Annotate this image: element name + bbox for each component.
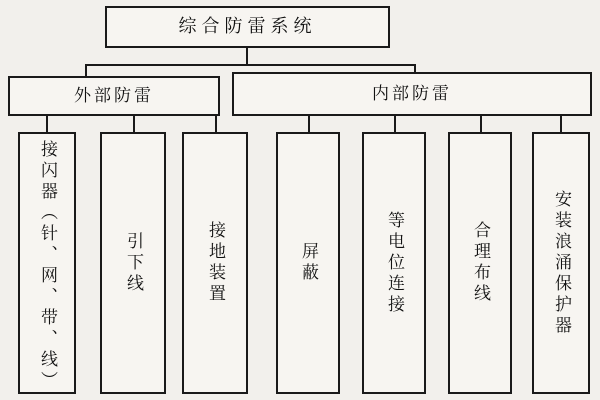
node-external-label: 外部防雷 [74, 85, 154, 105]
connector-internal-drop-4 [560, 116, 562, 132]
leaf-node-down-conductor [100, 132, 166, 394]
connector-external-drop-1 [46, 116, 48, 132]
connector-root-stem [246, 48, 248, 64]
node-internal-lightning-protection [232, 72, 592, 116]
root-node-comprehensive-lightning-system [105, 6, 390, 48]
leaf-node-earthing-device-label: 接地装置 [206, 221, 226, 305]
connector-internal-drop-2 [394, 116, 396, 132]
node-external-lightning-protection [8, 76, 220, 116]
connector-internal-drop-1 [308, 116, 310, 132]
leaf-node-equipotential-bonding-label: 等电位连接 [385, 210, 405, 316]
root-node-label: 综合防雷系统 [178, 16, 317, 37]
leaf-node-equipotential-bonding [362, 132, 426, 394]
connector-root-bus [85, 64, 415, 66]
leaf-node-down-conductor-label: 引下线 [124, 231, 144, 295]
leaf-node-surge-protector-installation-label: 安装浪涌保护器 [552, 189, 572, 337]
leaf-node-reasonable-wiring [448, 132, 512, 394]
connector-external-drop-3 [215, 116, 217, 132]
leaf-node-shielding [276, 132, 340, 394]
connector-internal-drop-3 [480, 116, 482, 132]
leaf-node-air-termination [18, 132, 76, 394]
connector-external-stem [85, 64, 87, 76]
node-internal-label: 内部防雷 [372, 83, 452, 103]
leaf-node-reasonable-wiring-label: 合理布线 [471, 221, 491, 305]
leaf-node-air-termination-label: 接闪器（针、网、带、线） [38, 140, 58, 392]
leaf-node-surge-protector-installation [532, 132, 590, 394]
leaf-node-earthing-device [182, 132, 248, 394]
leaf-node-shielding-label: 屏蔽 [299, 242, 319, 284]
connector-external-drop-2 [133, 116, 135, 132]
